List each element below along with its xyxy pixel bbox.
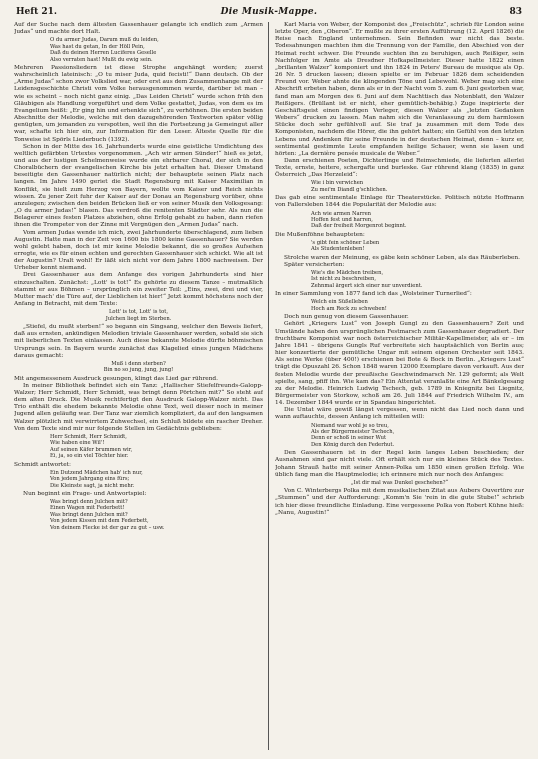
paragraph: Später versicherten: [284, 261, 345, 268]
verse-line: Bin no so jung, jung, jung! [103, 367, 174, 374]
paragraph: „Stiefel, du mußt sterben!“ so begann ein Singsang, welcher den Beweis liefert, daß aus ernsten, ankündigen Melodien triviale Gassenhauer werden, sobald sie sich mit lieberlichen Texten einlassen. Auch diese bekannte Melodie dürfte böhmischen Ursprungs sein. In Bayern wurde zunächst das Klagelied eines jungen Mädchens daraus gemacht: [14, 324, 263, 359]
verse-line: Zehnmal ärgert sich einer nur unverdient. [311, 282, 423, 289]
verse-line: Wie haben eine Wil'! [50, 440, 105, 447]
column-divider [268, 22, 269, 750]
running-header [14, 6, 524, 20]
verse-line: Herr Schmidt, Herr Schmidt, [50, 433, 127, 440]
verse-line: Julchen liegt im Sterben. [105, 315, 172, 322]
verse-line: Hoffen fest und harren, [311, 216, 373, 223]
paragraph: Karl Maria von Weber, der Komponist des „Freischütz“, schrieb für London seine letzte Oper, den „Oberon“. Er mußte zu ihrer ersten Aufführung (12. April 1826) die Reise nach England unternehmen. Sein Befinden war nicht das beste. Todesahnungen machten ihm die Trennung von der Familie, den Abschied von der Heimat recht schwer. Die Freunde suchten ihn zu beruhigen, auch Reißiger, sein Nachfolger im Amte als Dresdner Hofkapellmeister. Dieser hatte 1822 einen „brillanten Walzer“ komponiert und ihn 1824 in Peters' Bureau de musique als Op. 26 Nr. 5 drucken lassen; diesen spielte er im Februar 1826 dem scheidenden Freund vor. Weber ahnte die klingenden Töne und Lebewohl. Weber mag sich eine Abschrift erbeten haben, denn als er in der Nacht vom 5. zum 6. Juni gestorben war, fand man am Morgen des 6. Juni auf dem Nachttisch das Notenblatt, den Walzer Reißigers. (Brüllant ist er nicht, eher gemütlich-behäbig.) Zuge inspirierte der Geschäftsgeist einen findigen Verleger, diesen Walzer als „letzten Gedanken Webers“ drucken zu lassen. Man nahm sich die Veranlassung zu dem harmlosen Stücke doch sehr gefühlvoll auf. Sie traf ja zusammen mit dem Tode des Komponisten, nachdem die Hörer, die ihn gehört hatten; ein Gefühl von den letzten Lebens und Andenken für seine Freunde in der deutschen Heimat, denn – kurz er, sentimental gestimmte Leute empfanden heilige Schauer, wenn sie lasen und hörten: „La dernière pensée musicale de Weber.“ [275, 22, 524, 157]
verse-line: Was bringt denn Julchen mit? [50, 511, 128, 518]
verse-line: Daß der freiheit Morgenrot beginnt. [311, 223, 407, 230]
paragraph: Die Mußenföhne behaupteten: [275, 231, 365, 238]
paragraph: Vom armen Judas wende ich mich, zwei Jahrhunderte überschlagend, zum lieben Augustin. Hatte man in der Zeit von 1600 bis 1800 keine Gassenhauer? Sie werden wohl gelebt haben, doch ist mir keine Melodie bekannt, die so großes Aufsehen erregte, wie es für einen echten und gerechten Gassenhauer sich schickt. Wie alt ist der Augustin? Uralt wohl! Er läßt sich nicht vor dem Jahre 1800 nachweisen. Der Urheber kennt niemand. [14, 229, 263, 272]
verse-block [311, 211, 524, 230]
verse-line: Ei, ja, so ein viel Töchter hier. [50, 453, 129, 460]
paragraph: Von C. Winterbergs Polka mit dem musikalischen Zitat aus Aubers Ouvertüre zur „Stummen“ und der Aufforderung: „Komm'n Sie 'rein in die gute Stube!“ schrieb ich hier diese freundliche Einladung. Eine vergessene Polka von Robert Kühne hieß: „Nanu, Augustin!“ [275, 488, 524, 516]
verse-block [50, 470, 263, 489]
paragraph: Mehreren Passionsliedern ist diese Strophe angehängt worden; zuerst wahrscheinlich lateinisch: „O tu miser Juda, quid fecisti!“ Dann deutsch. Ob der „Arme Judas“ schon zwor Volkslied war, oder erst aus dem Zusammenhange mit der Leidensgeschichte Christi vom Volke herausgenommen wurde, darüber ist man – wie es scheint – noch nicht ganz einig. „Das Leiden Christi“ wurde schon früh den Gläubigen als Handlung vorgeführt und dem Volke gestattet, Judas, von dem es im Evangelium heißt: „Er ging hin und erhenkte sich“, zu verhöhnen. Die ersten beiden Abschnitte der Melodie, welche mit den dazugehörenden Textworten später völlig genügten, um jemanden zu verspotten, weil ihn die Fortsetzung ja Gemeingut aller war, schafte ich hier ein, zur Information für den Leser. Älteste Quelle für die Tonweise ist Spörls Liederbuch (1392). [14, 64, 263, 143]
verse-block [50, 37, 263, 63]
paragraph: Nun beginnt ein Frage- und Antwortspiel: [23, 490, 147, 497]
paragraph: Die Untat wäre gewiß längst vergessen, wenn nicht das Lied noch dann und wann auftauchte, dessen Anfang ich mitteilen will: [275, 407, 524, 421]
paragraph: Schon in der Mitte des 16. Jahrhunderts wurde eine geistliche Umdichtung des weltlich gefärbten Urtextes vorgenommen. „Ach wir armen Sünder!“ hieß es jetzt, und aus der lustigen Schelmenweise wurde ein ehrbarer Choral, der sich in den Choralbüchern der evangelischen Kirche bis jetzt erhalten hat. Dieser Umstand beseitigte den Gassenhauer natürlich nicht; der behauptete seinen Platz nach langen. Im Jahre 1490 geriet die Stadt Regensburg mit Kaiser Maximilian in Konflikt, sie hielt zum Herzog von Bayern, wollte vom Kaiser und Reich nichts wissen. Zu jener Zeit fuhr der Kaiser auf der Donau an Regensburg vorüber, ohne anzulegen; zwischen den beiden Brücken ließ er von seiner Musik den Volksgesang: „O du armer Judas!“ blasen. Das verdroß die renitenten Städter sehr. Als nun die Belagerer eines festen Platzes abziehen, ohne Erfolg gehabt zu haben, dann riefen ihnen die Trompeter von der Zinne mit Vergnügen den „Armen Judas“ nach. [14, 143, 263, 229]
verse-line: Den König durch den Federhut. [311, 441, 395, 448]
paragraph: Strolche waren der Meinung, es gäbe kein schöner Leben, als das Räuberleben. [284, 254, 520, 261]
verse-line: Von jedem Jahrgang eins fürs; [50, 476, 130, 483]
verse-line: Ach wie armen Narren [311, 210, 372, 217]
verse-line: Denn er schoß in seiner Wut [311, 435, 387, 442]
verse-block [50, 499, 263, 531]
verse-line: Also verraten hast! Mußt du ewig sein. [50, 56, 153, 63]
verse-line: Was hast du getan, In der Höll Pein, [50, 43, 145, 50]
verse-block [311, 299, 524, 312]
verse-block [311, 240, 524, 253]
verse-line: Wie i bin verwichen [311, 180, 364, 187]
paragraph: Doch nun genug von diesem Gassenhauer. [284, 314, 409, 321]
issue-number: Heft 21. [16, 7, 58, 17]
page-number: 83 [509, 7, 522, 17]
verse-block [311, 270, 524, 289]
verse-line: O du armer Judas, Darum muß du leiden, [50, 37, 159, 44]
verse-line: Niemand war wohl je so treu, [311, 422, 389, 429]
verse-line: Als der Bürgermeister Tschech, [311, 429, 395, 435]
right-column [275, 22, 524, 752]
verse-block [14, 309, 263, 322]
verse-line: Hoch am Reck zu schweben! [311, 305, 387, 312]
verse-line: „Ist dir mal was Dunkel geschehen?“ [350, 479, 449, 486]
verse-line: Daß du deinen Herren Luciferes Geselle [50, 50, 157, 57]
verse-line: Als Studentenleben! [311, 246, 365, 253]
verse-line: Auf seinen Käfer brummen wir, [50, 446, 133, 453]
verse-line: Ist nicht zu beschreiben, [311, 276, 377, 283]
paragraph: Mit angemessenem Ausdruck gesungen, klingt das Lied gar rührend. [14, 375, 218, 382]
verse-line: Zu mei'm Diandl g'schlichen. [311, 186, 388, 193]
paragraph: Drei Gassenhauer aus dem Anfange des vorigen Jahrhunderts sind hier einzuschalten. Zunächst: „Lott' is tot!“ Es gehörte zu diesem Tanze – mutmaßlich stammt er aus Böhmen – ursprünglich ein zweiter Teil: „Eins, zwei, drei und vier, Mutter mach' die Türe auf, der Lieblichen ist hier!“ Jetzt kommt höchstens noch der Anfang in Betracht, mit dem Texte: [14, 272, 263, 308]
verse-line: Lott' is tot, Lott' is tot, [108, 309, 169, 316]
verse-block [50, 434, 263, 460]
paragraph: In meiner Bibliothek befindet sich ein Tanz: „Hallischer Stiefelfreunds-Galopp-Walzer; Herr Schmidt, Herr Schmidt, was bringt denn Pörtchen mit?“ So steht auf dem alten Druck. Die Musik rechtfertigt den Ausdruck Galopp-Walzer nicht. Das Trio enthält die ehedem bekannte Melodie ohne Text, weil dieser noch in meiner Jugend allen geläufig war. Der Tanz war ziemlich kompliziert, da auf den langsamen Walzer plötzlich mit verwirrtem Zuhwechsel, ein Schluß bildete ein rascher Dreher. Von dem Texte sind mir nur folgende Stellen im Gedächtnis geblieben: [14, 382, 263, 432]
left-column [14, 22, 263, 752]
paragraph: Schmidt antwortet: [14, 461, 71, 468]
verse-block [275, 480, 524, 486]
verse-line: Von jedem Kissen mit dem Federbett, [50, 518, 149, 525]
verse-line: Muß i denn sterben? [111, 360, 166, 367]
paragraph: Gehört „Kriegers Lust“ von Joseph Gungl zu den Gassenhauern? Zeit und Umstände haben den ursprünglichen Festmarsch zum Gassenhauer degradiert. Der fruchtbare Komponist war noch österreichischer Militär-Kapellmeister, als er – im Jahre 1841 – übrigens Gungls Ruf verbreitete sich hauptsächlich von Berlin aus; hier konzertierte der gemütliche Ungar mit seinem eigenen Orchester seit 1843. Als seine Werke (über 400!) erschienen bei Bote & Bock in Berlin. „Kriegers Lust“ trägt die Opuszahl 26. Schon 1848 waren 12000 Exemplare davon verkauft. Aus der festen Melodie wurde der preußische Geschwindmarsch Nr. 129 geformt; als Welt spielte, sang, pfiff ihn. Wie kam das? Ein Attentat veranlaßte eine Art Bänkelgesang zu der Melodie. Heinrich Ludwig Tschech, geb. 1789 in Kniegnitz bei Liegnitz, Bürgermeister von Storkow, schoß am 26. Juli 1844 auf Friedrich Wilhelm IV., am 14. Dezember 1844 wurde er in Spandau hingerichtet. [275, 321, 524, 407]
paragraph: Den Gassenhauern ist in der Regel kein langes Leben beschieden; der Ausnahmen sind gar nicht viele. Oft erhält sich nur ein kleines Stück des Textes. Johann Strauß hatte mit seiner Annen-Polka um 1850 einen großen Erfolg. Wie üblich fang man die Hauptmelodie; ich erinnere mich nur noch des Anfanges: [275, 450, 524, 478]
verse-block [14, 361, 263, 374]
verse-line: Einen Wagen mit Federbett! [50, 505, 125, 512]
verse-line: Wie's die Mädchen treiben, [311, 270, 384, 277]
verse-line: Ein Dutzend Mädchen hab' ich nur, [50, 469, 143, 476]
verse-line: Von deinem Flecke ist der gar zu gut – usw. [50, 524, 165, 531]
columns [14, 22, 524, 752]
paragraph: Das gab eine sentimentale Einlage für Theaterstücke. Politisch nützte Hoffmann von Fallersleben 1844 die Popularität der Melodie aus: [275, 195, 524, 209]
verse-line: 's gibt fein schöner Leben [311, 239, 380, 246]
verse-line: Welch ein Süßelleben [311, 299, 368, 306]
verse-block [311, 180, 524, 193]
verse-line: Die Kleinste sagt, ja nicht mehr. [50, 482, 135, 489]
paragraph: In einer Sammlung von 1877 fand ich das „Wolsteiner Turnerlied“: [275, 291, 472, 298]
paragraph: Dann erschienen Poeten, Dichterlinge und Reimschmiede, die lieferten allerlei Texte, ernste, heitere, schergafte und burleske. Gar rührend klang (1835) in ganz Österreich „Das Herzeleid“: [275, 157, 524, 179]
verse-line: Was bringt denn Julchen mit? [50, 499, 128, 506]
paragraph: Auf der Suche nach dem ältesten Gassenhauer gelangte ich endlich zum „Armen Judas“ und machte dort Halt. [14, 22, 263, 36]
journal-title: Die Musik-Mappe. [220, 7, 318, 17]
verse-block [311, 423, 524, 449]
